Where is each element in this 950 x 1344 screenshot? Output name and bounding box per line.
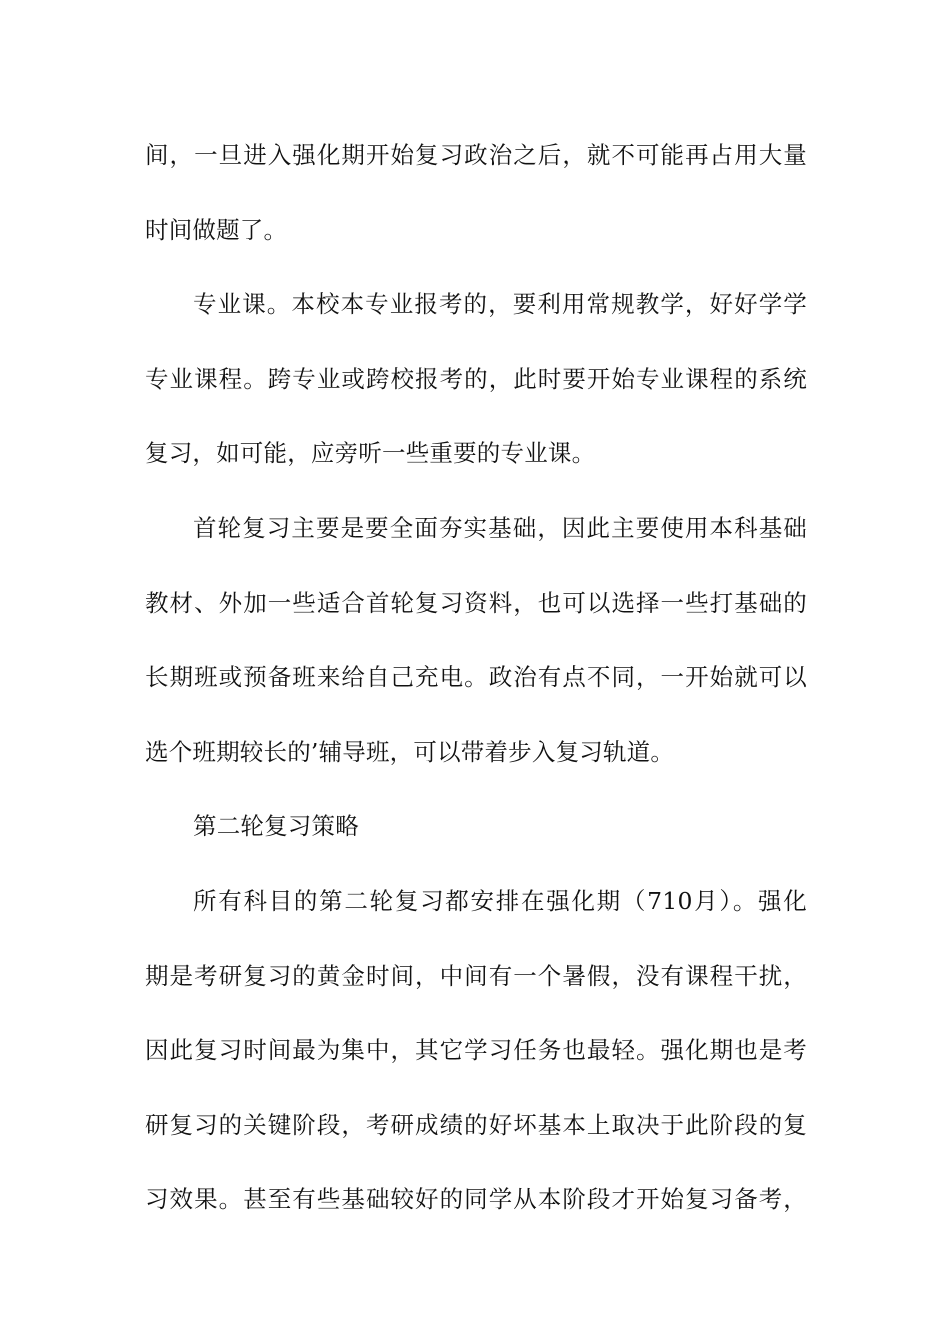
text-line: 时间做题了。	[145, 215, 288, 244]
text-line: 研复习的关键阶段，考研成绩的好坏基本上取决于此阶段的复	[145, 1110, 807, 1139]
text-line: 专业课程。跨专业或跨校报考的，此时要开始专业课程的系统	[145, 364, 807, 393]
section-heading: 第二轮复习策略	[193, 812, 359, 841]
text-line: 因此复习时间最为集中，其它学习任务也最轻。强化期也是考	[145, 1036, 807, 1065]
text-line: 首轮复习主要是要全面夯实基础，因此主要使用本科基础	[193, 513, 807, 542]
text-line: 专业课。本校本专业报考的，要利用常规教学，好好学学	[193, 290, 807, 319]
text-line: 教材、外加一些适合首轮复习资料，也可以选择一些打基础的	[145, 588, 807, 617]
text-line: 复习，如可能，应旁听一些重要的专业课。	[145, 439, 596, 468]
text-line: 间，一旦进入强化期开始复习政治之后，就不可能再占用大量	[145, 141, 807, 169]
text-line: 长期班或预备班来给自己充电。政治有点不同，一开始就可以	[145, 663, 807, 692]
document-body	[145, 118, 807, 1237]
text-line: 期是考研复习的黄金时间，中间有一个暑假，没有课程干扰，	[145, 961, 807, 990]
text-line: 习效果。甚至有些基础较好的同学从本阶段才开始复习备考，	[145, 1185, 807, 1214]
text-line: 选个班期较长的’辅导班，可以带着步入复习轨道。	[145, 737, 675, 766]
text-line: 所有科目的第二轮复习都安排在强化期（710月）。强化	[193, 886, 807, 915]
